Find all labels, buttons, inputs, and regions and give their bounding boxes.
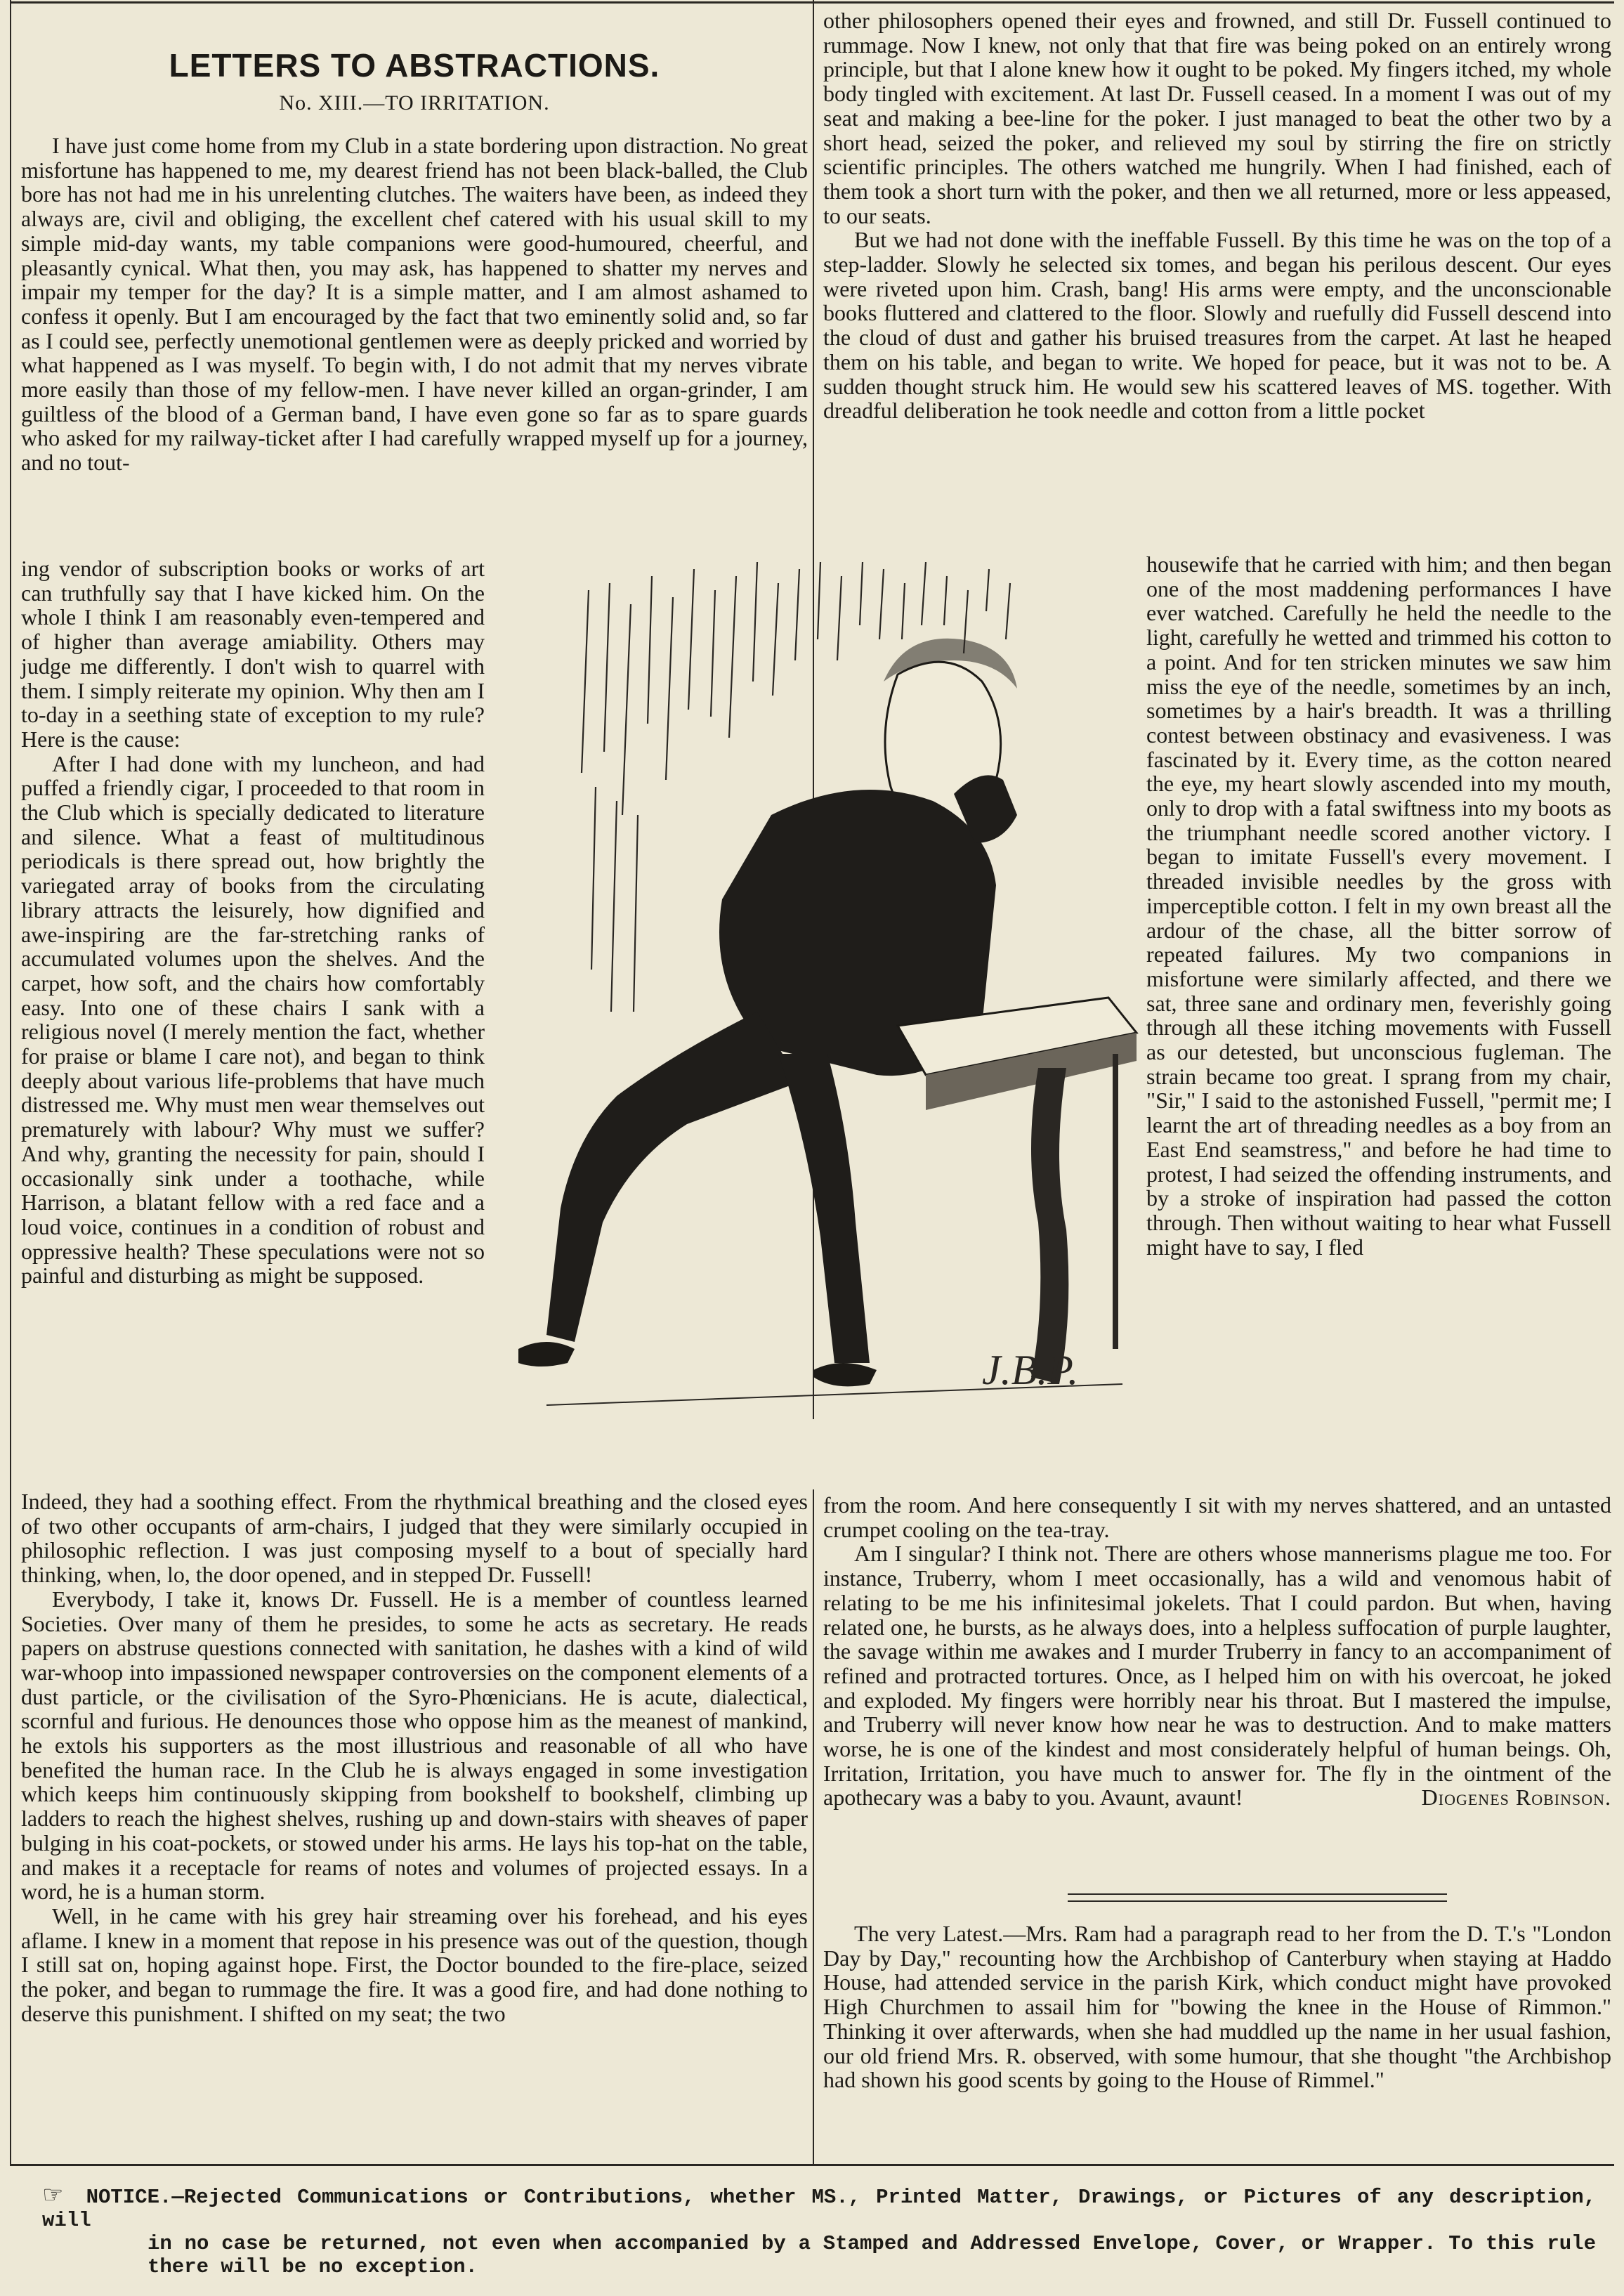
illustration-scholar-at-desk <box>504 562 1139 1468</box>
paragraph: from the room. And here consequently I sit with my nerves shattered, and an untasted crumpet cooling on the tea-tray. <box>823 1492 1611 1542</box>
article-title: LETTERS TO ABSTRACTIONS. <box>169 47 660 84</box>
paragraph <box>823 1541 1611 1810</box>
paragraph-text: Am I singular? I think not. There are others whose mannerisms plague me too. For instance, Truberry, whom I meet occasionally, has a wild and venomous habit of relating to be me his infinitesimal jokelets. That I could pardon. But when, having related one, he bursts, as he always does, into a helpless suffocation of purple laughter, the savage within me awakes and I murder Truberry in fancy to an accompaniment of refined and protracted tortures. Once, as I helped him on with his overcoat, he joked and exploded. My fingers were horribly near his throat. But I mastered the impulse, and Truberry will never know how near he was to destruction. And to make matters worse, he is one of the kindest and most considerately helpful of human beings. Oh, Irritation, Irritation, you have much to answer for. The fly in the ointment of the apothecary was a baby to you. Avaunt, avaunt! <box>823 1541 1611 1811</box>
notice-line-1: NOTICE.—Rejected Communications or Contributions, whether MS., Printed Matter, Drawings, or Pictures of any description, will <box>42 2186 1597 2232</box>
svg-text:J.B.P.: J.B.P. <box>982 1347 1079 1393</box>
column-1-narrow <box>21 556 485 1288</box>
column-rule-lower <box>813 1489 814 2164</box>
very-latest-paragraph: The very Latest.—Mrs. Ram had a paragraph read to her from the D. T.'s "London Day by Day," recounting how the Archbishop of Canterbury when staying at Haddo House, had attended service in the parish Kirk, which conduct might have provoked High Churchmen to assail him for "bowing the knee in the House of Rimmon." Thinking it over afterwards, when she had muddled up the name in her usual fashion, our old friend Mrs. R. observed, with some humour, that she thought "the Archbishop had shown his good scents by going to the House of Rimmel." <box>823 1921 1611 2093</box>
column-1-bottom <box>21 1489 808 2026</box>
paragraph: After I had done with my luncheon, and had puffed a friendly cigar, I proceeded to that room in the Club which is specially dedicated to literature and silence. What a feast of multitudinous periodicals is there spread out, how brightly the variegated array of books from the circulating library attracts the leisurely, how dignified and awe-inspiring are the far-stretching ranks of accumulated volumes upon the shelves. And the carpet, how soft, and the chairs how comfortably easy. Into one of these chairs I sank with a religious novel (I merely mention the fact, whether for praise or blame I care not), and began to think deeply about various life-problems that have much distressed me. Why must men wear themselves out prematurely with labour? Why must we suffer? And why, granting the necessity for pain, should I occasionally sink under a toothache, while Harrison, a blatant fellow with a red face and a loud voice, continues in a condition of robust and oppressive health? These speculations were not so painful and disturbing as might be supposed. <box>21 750 485 1289</box>
paragraph: Indeed, they had a soothing effect. From the rhythmical breathing and the closed eyes of two other occupants of arm-chairs, I judged that they were similarly occupied in philosophic reflection. I was just composing myself to a bout of specially hard thinking, when, lo, the door opened, and in stepped Dr. Fussell! <box>21 1489 808 1588</box>
paragraph: Everybody, I take it, knows Dr. Fussell. He is a member of countless learned Societies. Over many of them he presides, to some he acts as secretary. He reads papers on abstruse questions connected with sanitation, he dashes with a kind of wild war-whoop into impassioned newspaper controversies on the component elements of a dust particle, or the civilisation of the Syro-Phœnicians. He is acute, dialectical, scornful and furious. He denounces those who oppose him as the meanest of mankind, he extols his supporters as the most illustrious and reasonable of all who have benefited the human race. In the Club he is always engaged in some investigation which keeps him continuously skipping from bookshelf to bookshelf, climbing up ladders to reach the highest shelves, rushing up and down-stairs with sheaves of paper bulging in his coat-pockets, or stowed under his arms. He lays his top-hat on the table, and makes it a receptacle for reams of notes and volumes of projected essays. In a word, he is a human storm. <box>21 1586 808 1905</box>
notice-block <box>42 2181 1597 2278</box>
column-2-top <box>823 8 1611 423</box>
column-2-bottom <box>823 1493 1611 1810</box>
article-subtitle: No. XIII.—TO IRRITATION. <box>279 91 550 115</box>
paragraph: I have just come home from my Club in a state bordering upon distraction. No great misfortune has happened to me, my dearest friend has not been black-balled, the Club bore has not had me in his unrelenting clutches. The waiters have been, as indeed they always are, civil and obliging, the excellent chef catered with his usual skill to my simple mid-day wants, my table companions were good-humoured, cheerful, and pleasantly cynical. What then, you may ask, has happened to shatter my nerves and impair my temper for the day? It is a simple matter, and I am almost ashamed to confess it openly. But I am encouraged by the fact that two eminently solid and, so far as I could see, perfectly unemotional gentlemen were as deeply pricked and worried by what happened as I was myself. To begin with, I do not admit that my nerves vibrate more easily than those of my fellow-men. I have never killed an organ-grinder, I am guiltless of the blood of a German band, I have even gone so far as to spare guards who asked for my railway-ticket after I had carefully wrapped myself up for a journey, and no tout- <box>21 133 808 476</box>
notice-line-2: in no case be returned, not even when accompanied by a Stamped and Addressed Envelope, Cover, or Wrapper. To this rule there will be no exception. <box>148 2232 1596 2278</box>
paragraph: But we had not done with the ineffable Fussell. By this time he was on the top of a step-ladder. Slowly he selected six tomes, and began his perilous descent. Our eyes were riveted upon him. Crash, bang! His arms were empty, and the unconscionable books fluttered and clattered to the floor. Slowly and ruefully did Fussell descend into the cloud of dust and gather his bruised treasures from the carpet. At last he heaped them on his table, and began to write. We hoped for peace, but it was not to be. A sudden thought struck him. He would sew his scattered leaves of MS. together. With dreadful deliberation he took needle and cotton from a little pocket <box>823 227 1611 424</box>
pointing-hand-icon: ☞ <box>42 2181 64 2209</box>
paragraph: other philosophers opened their eyes and frowned, and still Dr. Fussell continued to rummage. Now I knew, not only that that fire was being poked on an entirely wrong principle, but that I alone knew how it ought to be poked. My fingers itched, my whole body tingled with excitement. At last Dr. Fussell ceased. In a moment I was out of my seat and making a bee-line for the poker. I just managed to beat the other two by a short head, seized the poker, and relieved my soul by stirring the fire on strictly scientific principles. The others watched me hungrily. When I had finished, each of them took a short turn with the poker, and then we all returned, more or less appeased, to our seats. <box>823 8 1611 228</box>
paragraph: Well, in he came with his grey hair streaming over his forehead, and his eyes aflame. I knew in a moment that repose in his presence was out of the question, though I still sat on, hoping against hope. First, the Doctor bounded to the fire-place, seized the poker, and began to rummage the fire. It was a good fire, and had done nothing to deserve this punishment. I shifted on my seat; the two <box>21 1903 808 2026</box>
paragraph: ing vendor of subscription books or works of art can truthfully say that I have kicked him. On the whole I think I am reasonably even-tempered and of higher than average amiability. Others may judge me differently. I don't wish to quarrel with them. I simply reiterate my opinion. Why then am I to-day in a seething state of exception to my rule? Here is the cause: <box>21 556 485 752</box>
paragraph: housewife that he carried with him; and then began one of the most maddening performances I have ever watched. Carefully he held the needle to the light, carefully he wetted and trimmed his cotton to a point. And for ten stricken minutes we saw him miss the eye of the needle, sometimes by an inch, sometimes by a hair's breadth. It was a thrilling contest between obstinacy and evasiveness. I was fascinated by it. Every time, as the cotton neared the eye, my heart slowly ascended into my mouth, only to drop with a fatal swiftness into my boots as the triumphant needle scored another victory. I began to imitate Fussell's every movement. I threaded invisible needles by the gross with imperceptible cotton. I felt in my own breast all the ardour of the chase, all the bitter sorrow of repeated failures. My two companions in misfortune were similarly affected, and there we sat, three sane and ordinary men, feverishly going through all these itching movements with Fussell as our detested, but unconscious fugleman. The strain became too great. I sprang from my chair, "Sir," I said to the astonished Fussell, "permit me; I learnt the art of threading needles as a boy from an East End seamstress," and before he had time to protest, I had seized the offending instruments, and by a stroke of inspiration had passed the cotton through. Then without waiting to hear what Fussell might have to say, I fled <box>1146 552 1611 1260</box>
left-border-rule <box>10 0 11 2164</box>
author-signature: Diogenes Robinson. <box>1421 1785 1611 1811</box>
column-2-narrow <box>1146 552 1611 1259</box>
very-latest-column <box>823 1922 1611 2092</box>
section-divider <box>1068 1893 1447 1902</box>
column-1-top <box>21 133 808 475</box>
